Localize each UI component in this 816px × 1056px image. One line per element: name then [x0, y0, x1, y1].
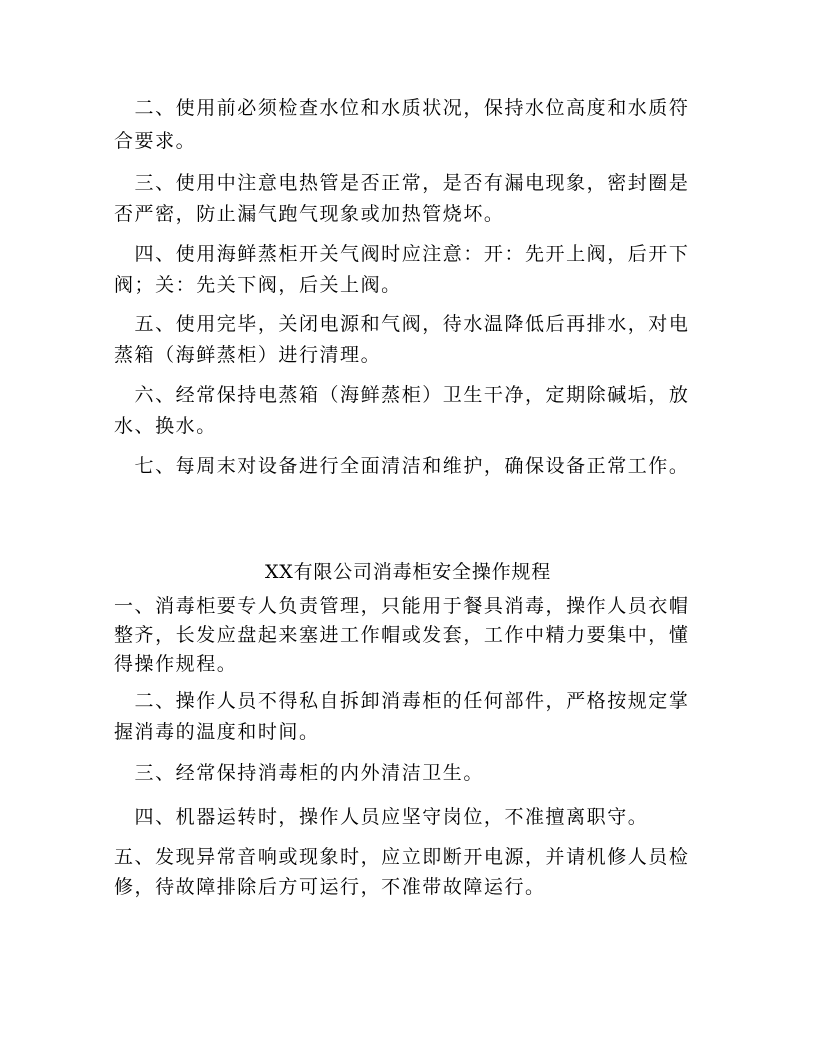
rule-4-line-1: 四、使用海鲜蒸柜开关气阀时应注意：开：先开上阀，后开下	[114, 243, 690, 265]
rule-6-line-2: 水、换水。	[114, 415, 217, 437]
rule-3-line-1: 三、使用中注意电热管是否正常，是否有漏电现象，密封圈是	[114, 172, 690, 194]
rule-3-line-1: 三、经常保持消毒柜的内外清洁卫生。	[114, 762, 484, 784]
rule-6-line-1: 六、经常保持电蒸箱（海鲜蒸柜）卫生干净，定期除碱垢，放	[114, 384, 690, 406]
rule-2-line-2: 合要求。	[114, 130, 197, 152]
rule-5-line-2: 蒸箱（海鲜蒸柜）进行清理。	[114, 344, 382, 366]
rule-5-line-1: 五、发现异常音响或现象时，应立即断开电源，并请机修人员检	[114, 846, 690, 868]
rule-5-line-2: 修，待故障排除后方可运行，不准带故障运行。	[114, 876, 546, 898]
rule-3-line-2: 否严密，防止漏气跑气现象或加热管烧坏。	[114, 203, 505, 225]
rule-2-line-1: 二、操作人员不得私自拆卸消毒柜的任何部件，严格按规定掌	[114, 690, 690, 712]
section-title: XX有限公司消毒柜安全操作规程	[264, 561, 552, 583]
rule-1-line-3: 得操作规程。	[114, 653, 238, 675]
rule-1-line-2: 整齐，长发应盘起来塞进工作帽或发套，工作中精力要集中，懂	[114, 624, 690, 646]
rule-2-line-2: 握消毒的温度和时间。	[114, 721, 320, 743]
rule-1-line-1: 一、消毒柜要专人负责管理，只能用于餐具消毒，操作人员衣帽	[114, 595, 690, 617]
rule-4-line-2: 阀；关：先关下阀，后关上阀。	[114, 274, 402, 296]
rule-5-line-1: 五、使用完毕，关闭电源和气阀，待水温降低后再排水，对电	[114, 313, 690, 335]
rule-4-line-1: 四、机器运转时，操作人员应坚守岗位，不准擅离职守。	[114, 806, 649, 828]
rule-2-line-1: 二、使用前必须检查水位和水质状况，保持水位高度和水质符	[114, 97, 690, 119]
rule-7-line-1: 七、每周末对设备进行全面清洁和维护，确保设备正常工作。	[114, 455, 690, 477]
